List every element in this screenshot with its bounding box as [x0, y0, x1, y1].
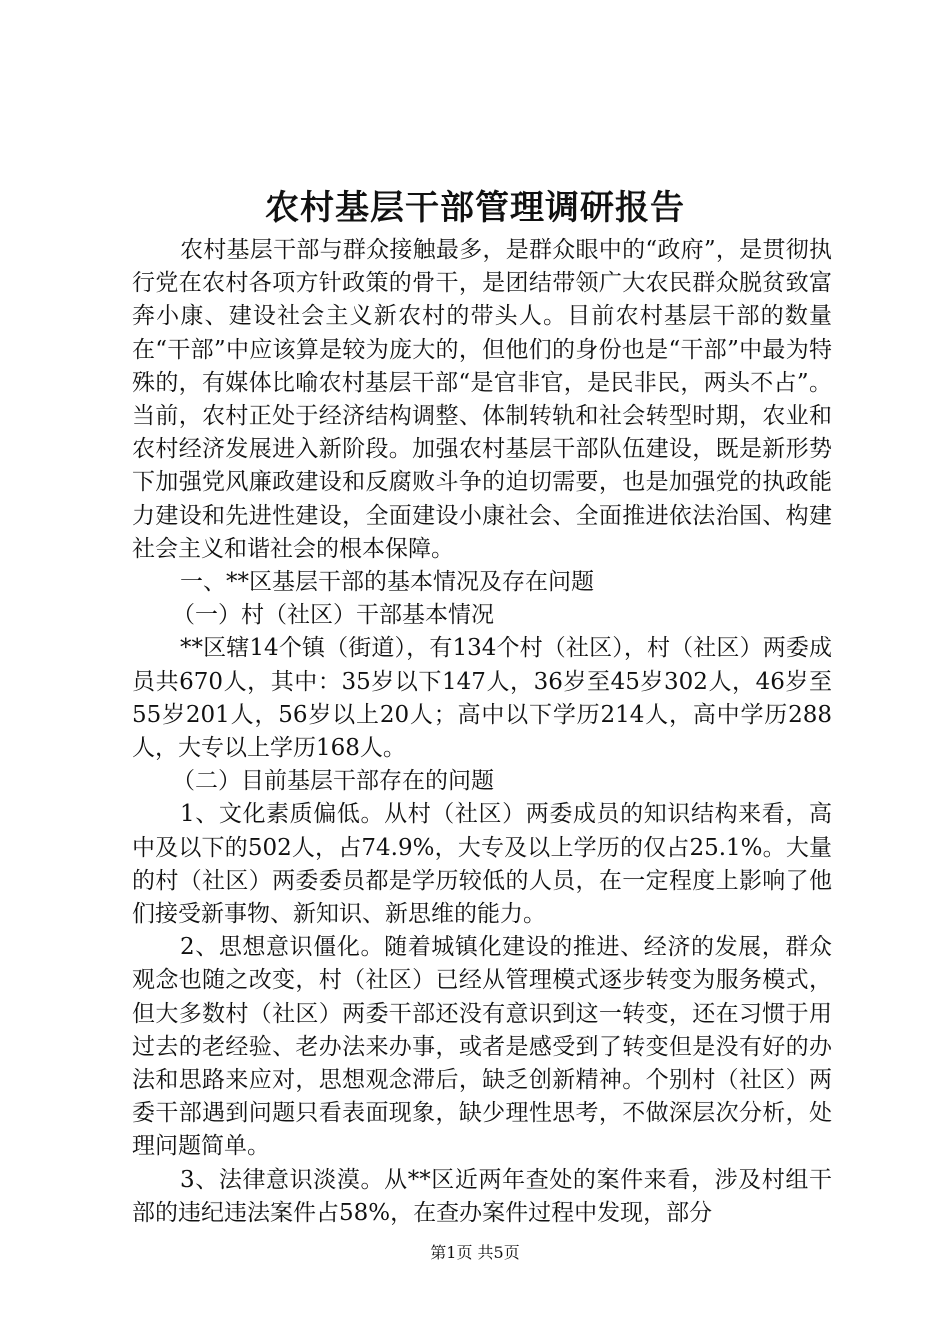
paragraph-issue-1: 1、文化素质偏低。从村（社区）两委成员的知识结构来看，高中及以下的502人，占74.9%，大专及以上学历的仅占25.1%。大量的村（社区）两委委员都是学历较低的人员，在一定程度上影响了他们接受新事物、新知识、新思维的能力。: [132, 801, 832, 928]
section-heading-1: 一、**区基层干部的基本情况及存在问题: [180, 569, 594, 596]
paragraph-issue-3: 3、法律意识淡漠。从**区近两年查处的案件来看，涉及村组干部的违纪违法案件占58%，在查办案件过程中发现，部分: [132, 1166, 832, 1226]
page-footer: 第1页 共5页: [430, 1243, 520, 1262]
document-title: 农村基层干部管理调研报告: [265, 188, 685, 228]
paragraph-issue-2: 2、思想意识僵化。随着城镇化建设的推进、经济的发展，群众观念也随之改变，村（社区）已经从管理模式逐步转变为服务模式，但大多数村（社区）两委干部还没有意识到这一转变，还在习惯于用过去的老经验、老办法来办事，或者是感受到了转变但是没有好的办法和思路来应对，思想观念滞后，缺乏创新精神。个别村（社区）两委干部遇到问题只看表面现象，缺少理性思考，不做深层次分析，处理问题简单。: [132, 934, 832, 1160]
subsection-heading-2: （二）目前基层干部存在的问题: [172, 768, 494, 795]
paragraph-basic-info: **区辖14个镇（街道），有134个村（社区），村（社区）两委成员共670人，其中：35岁以下147人，36岁至45岁302人，46岁至55岁201人，56岁以上20人；高中以下学历214人，高中学历288人，大专以上学历168人。: [132, 635, 832, 762]
subsection-heading-1: （一）村（社区）干部基本情况: [172, 602, 494, 629]
document-body: [132, 234, 832, 1230]
paragraph-intro: 农村基层干部与群众接触最多，是群众眼中的“政府”，是贯彻执行党在农村各项方针政策的骨干，是团结带领广大农民群众脱贫致富奔小康、建设社会主义新农村的带头人。目前农村基层干部的数量在“干部”中应该算是较为庞大的，但他们的身份也是“干部”中最为特殊的，有媒体比喻农村基层干部“是官非官，是民非民，两头不占”。当前，农村正处于经济结构调整、体制转轨和社会转型时期，农业和农村经济发展进入新阶段。加强农村基层干部队伍建设，既是新形势下加强党风廉政建设和反腐败斗争的迫切需要，也是加强党的执政能力建设和先进性建设，全面建设小康社会、全面推进依法治国、构建社会主义和谐社会的根本保障。: [132, 237, 832, 562]
